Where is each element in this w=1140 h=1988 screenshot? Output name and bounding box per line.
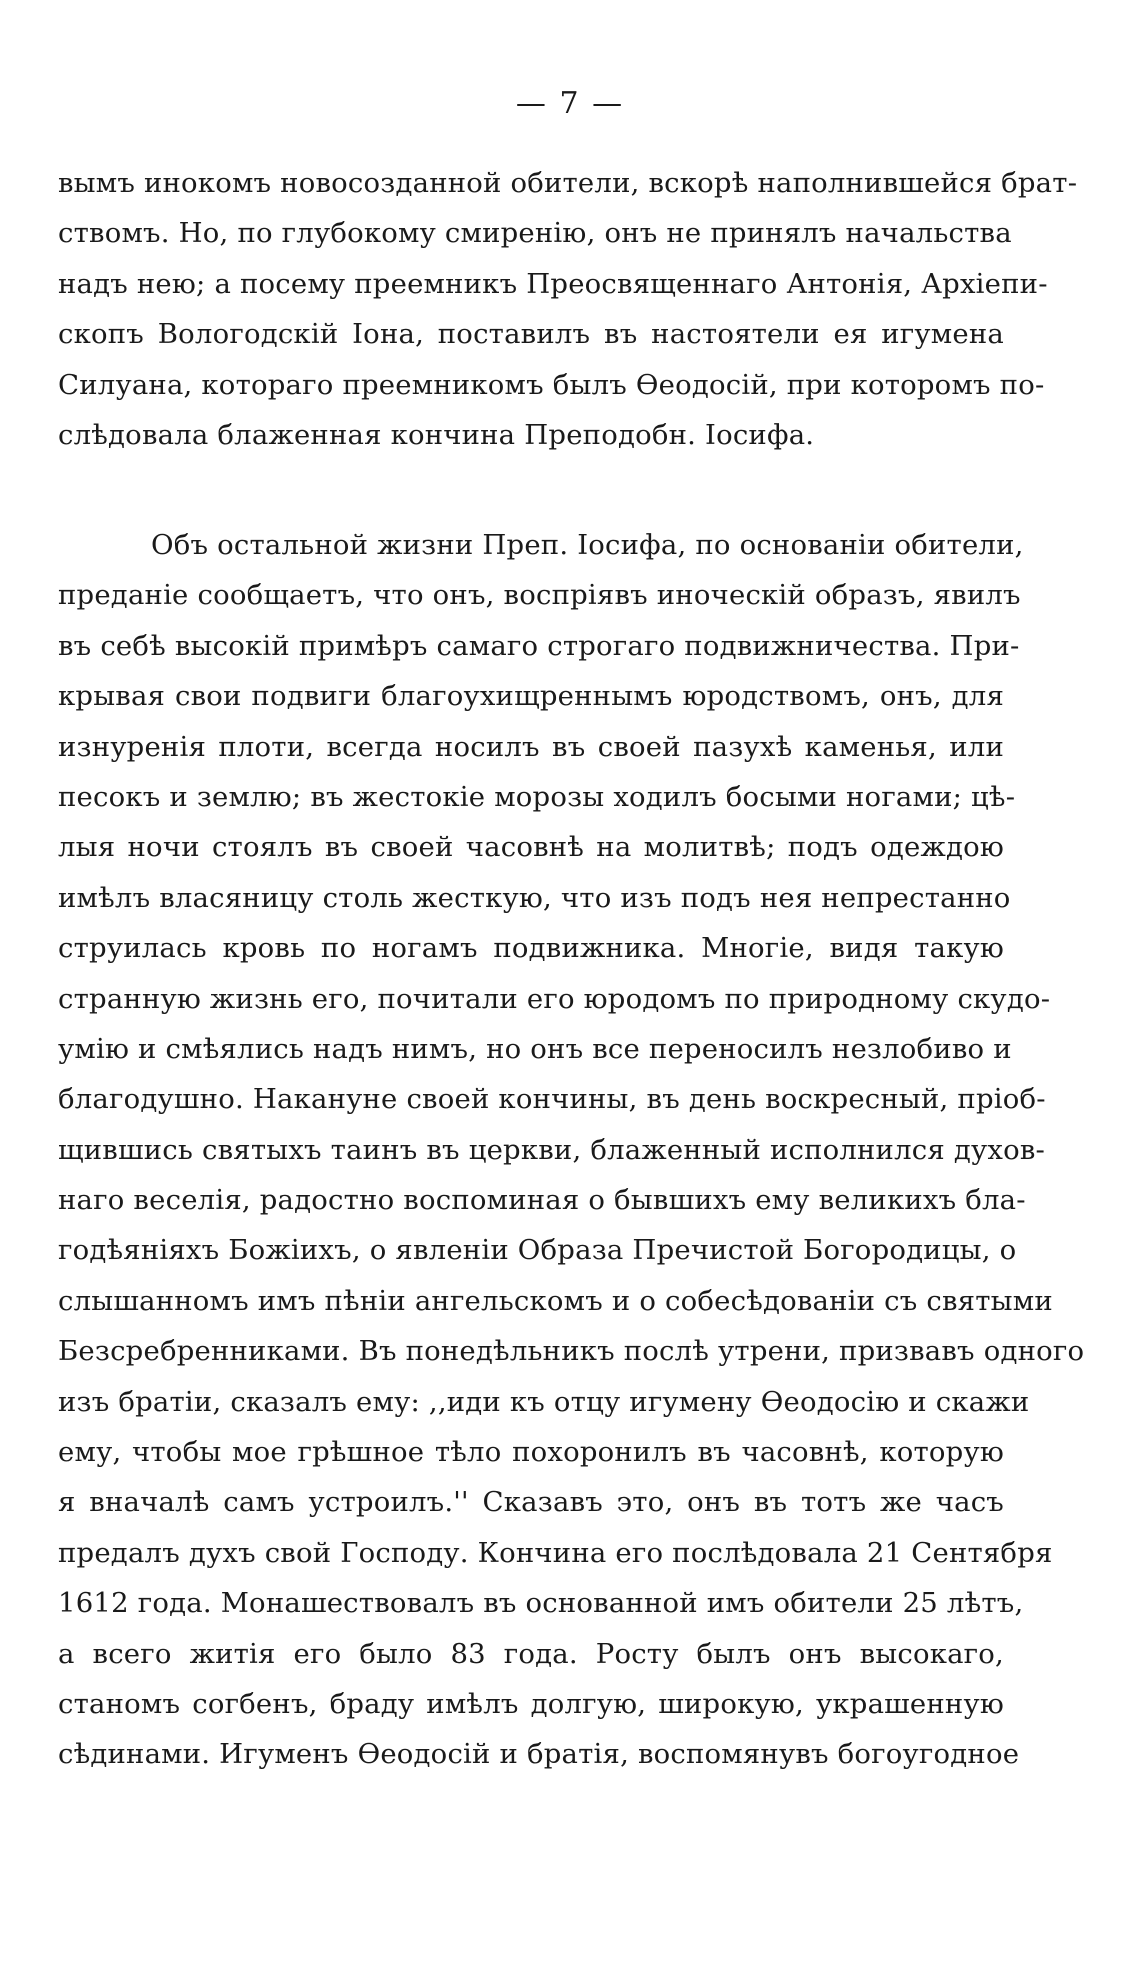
text-line: сѣдинами. Игуменъ Ѳеодосій и братія, воспомянувъ богоугодное [58,1738,1020,1771]
text-line: щившись святыхъ таинъ въ церкви, блаженный исполнился духов- [58,1133,1046,1166]
text-line: а всего житія его было 83 года. Росту былъ онъ высокаго, [58,1637,1004,1670]
text-line: изнуренія плоти, всегда носилъ въ своей пазухѣ каменья, или [58,730,1004,763]
text-line: вымъ инокомъ новосозданной обители, вскорѣ наполнившейся брат- [58,167,1078,199]
text-line: предалъ духъ свой Господу. Кончина его послѣдовала 21 Сентября [58,1536,1053,1569]
text-line: 1612 года. Монашествовалъ въ основанной имъ обители 25 лѣтъ, [58,1587,1024,1620]
page-number: — 7 — [515,86,625,121]
text-line: песокъ и землю; въ жестокіе морозы ходилъ босыми ногами; цѣ- [58,780,1016,813]
text-line: изъ братіи, сказалъ ему: ,,иди къ отцу игумену Ѳеодосію и скажи [58,1385,1030,1418]
text-line: наго веселія, радостно воспоминая о бывшихъ ему великихъ бла- [58,1184,1026,1217]
text-line: ему, чтобы мое грѣшное тѣло похоронилъ въ часовнѣ, которую [58,1436,1004,1469]
text-line: лыя ночи стоялъ въ своей часовнѣ на молитвѣ; подъ одеждою [58,831,1004,864]
text-line: Безсребренниками. Въ понедѣльникъ послѣ утрени, призвавъ одного [58,1335,1085,1368]
paragraph-2 [58,520,1085,1780]
text-line: крывая свои подвиги благоухищреннымъ юродствомъ, онъ, для [58,680,1004,713]
text-line: струилась кровь по ногамъ подвижника. Многіе, видя такую [58,932,1004,965]
text-line: умію и смѣялись надъ нимъ, но онъ все переносилъ незлобиво и [58,1032,1012,1065]
text-line: ствомъ. Но, по глубокому смиренію, онъ не принялъ начальства [58,217,1012,250]
text-line: въ себѣ высокій примѣръ самаго строгаго подвижничества. При- [58,629,1020,662]
text-line: скопъ Вологодскій Іона, поставилъ въ настоятели ея игумена [58,318,1004,351]
text-line: надъ нею; а посему преемникъ Преосвященнаго Антонія, Архіепи- [58,267,1048,300]
text-line: я вначалѣ самъ устроилъ.'' Сказавъ это, онъ въ тотъ же часъ [58,1486,1004,1519]
text-line: Объ остальной жизни Преп. Іосифа, по основаніи обители, [151,529,1024,561]
text-line: имѣлъ власяницу столь жесткую, что изъ подъ нея непрестанно [58,881,1011,914]
text-line: странную жизнь его, почитали его юродомъ по природному скудо- [58,982,1051,1015]
text-line: слѣдовала блаженная кончина Преподобн. Іосифа. [58,418,815,451]
paragraph-1 [58,158,1078,460]
text-line: станомъ согбенъ, браду имѣлъ долгую, широкую, украшенную [58,1687,1004,1720]
text-line: преданіе сообщаетъ, что онъ, воспріявъ иноческій образъ, явилъ [58,579,1021,612]
text-line: благодушно. Накануне своей кончины, въ день воскресный, пріоб- [58,1083,1046,1116]
text-line: годѣяніяхъ Божіихъ, о явленіи Образа Пречистой Богородицы, о [58,1234,1017,1267]
text-line: слышанномъ имъ пѣніи ангельскомъ и о собесѣдованіи съ святыми [58,1284,1053,1317]
text-line: Силуана, котораго преемникомъ былъ Ѳеодосій, при которомъ по- [58,368,1045,401]
